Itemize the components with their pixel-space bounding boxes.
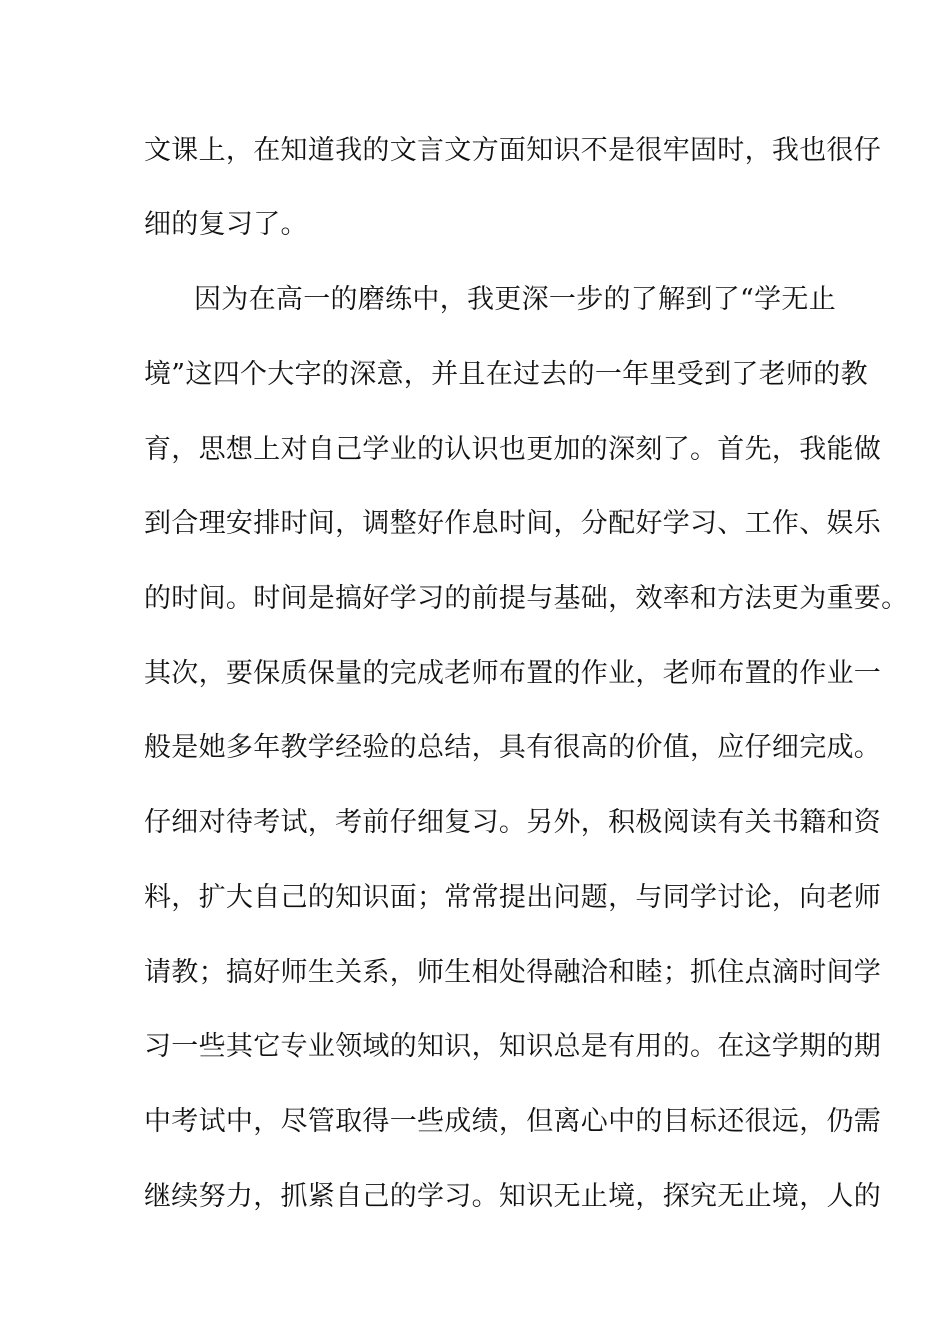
text-line: 料，扩大自己的知识面；常常提出问题，与同学讨论，向老师: [144, 882, 882, 913]
text-line: 细的复习了。: [144, 209, 308, 240]
text-line: 的时间。时间是搞好学习的前提与基础，效率和方法更为重要。: [144, 583, 909, 614]
text-line: 其次，要保质保量的完成老师布置的作业，老师布置的作业一: [144, 658, 882, 689]
text-line: 仔细对待考试，考前仔细复习。另外，积极阅读有关书籍和资: [144, 807, 882, 838]
paragraph-first-line: 因为在高一的磨练中，我更深一步的了解到了“学无止: [194, 284, 837, 315]
text-line: 境”这四个大字的深意，并且在过去的一年里受到了老师的教: [144, 359, 868, 390]
text-line: 育，思想上对自己学业的认识也更加的深刻了。首先，我能做: [144, 434, 882, 465]
text-line: 到合理安排时间，调整好作息时间，分配好学习、工作、娱乐: [144, 508, 882, 539]
text-line: 继续努力，抓紧自己的学习。知识无止境，探究无止境，人的: [144, 1181, 882, 1212]
text-line: 般是她多年教学经验的总结，具有很高的价值，应仔细完成。: [144, 732, 882, 763]
text-line: 中考试中，尽管取得一些成绩，但离心中的目标还很远，仍需: [144, 1106, 882, 1137]
text-line: 文课上，在知道我的文言文方面知识不是很牢固时，我也很仔: [144, 135, 882, 166]
text-line: 请教；搞好师生关系，师生相处得融洽和睦；抓住点滴时间学: [144, 957, 882, 988]
text-line: 习一些其它专业领域的知识，知识总是有用的。在这学期的期: [144, 1031, 882, 1062]
